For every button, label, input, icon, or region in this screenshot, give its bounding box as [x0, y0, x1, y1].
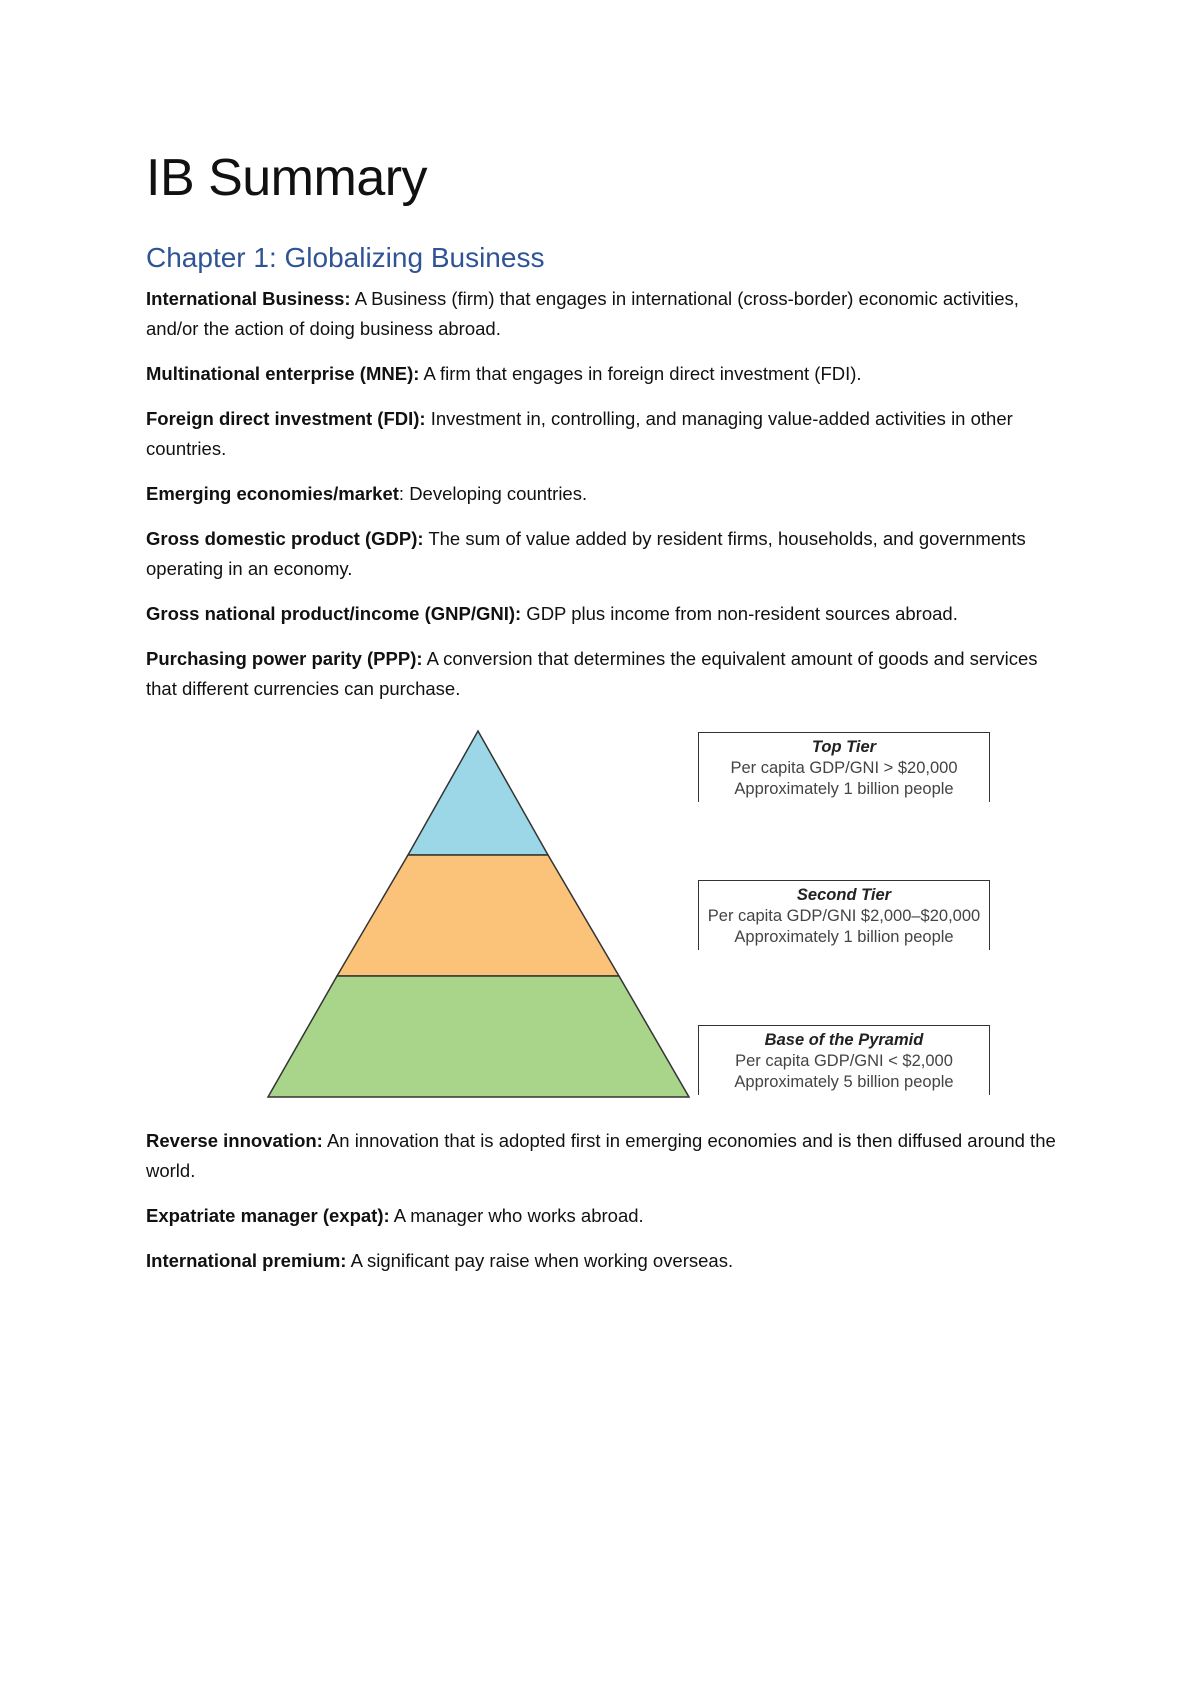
definition-term: Expatriate manager (expat):: [146, 1205, 390, 1226]
tier-income: Per capita GDP/GNI < $2,000: [735, 1052, 953, 1070]
definition-term: International Business:: [146, 288, 351, 309]
definition-term: Gross domestic product (GDP):: [146, 528, 424, 549]
pyramid-base-tier: [268, 976, 689, 1097]
definition-text: The sum of value added by resident firms, households, and governments operating in an economy.: [146, 528, 1026, 579]
definition-term: Gross national product/income (GNP/GNI):: [146, 603, 522, 624]
pyramid-top-tier: [408, 731, 548, 855]
definition-item: [146, 479, 1066, 509]
definition-text: : Developing countries.: [398, 483, 588, 504]
definition-text: An innovation that is adopted first in emerging economies and is then diffused around the world.: [146, 1130, 1056, 1181]
tier-name: Base of the Pyramid: [764, 1031, 924, 1049]
definition-term: Reverse innovation:: [146, 1130, 323, 1151]
definition-item: [146, 1201, 1066, 1231]
definition-text: A significant pay raise when working overseas.: [346, 1250, 734, 1271]
definition-item: [146, 1246, 1066, 1276]
tier-population: Approximately 5 billion people: [734, 1073, 954, 1091]
definition-text: A conversion that determines the equivalent amount of goods and services that different currencies can purchase.: [146, 648, 1038, 699]
tier-name: Top Tier: [811, 738, 877, 756]
definition-term: Foreign direct investment (FDI):: [146, 408, 426, 429]
tier-population: Approximately 1 billion people: [734, 928, 954, 946]
tier-label-base: [698, 1025, 990, 1095]
document-title: IB Summary: [146, 149, 428, 207]
definition-item: [146, 284, 1066, 344]
tier-label-second: [698, 880, 990, 950]
definition-item: [146, 599, 1066, 629]
tier-income: Per capita GDP/GNI $2,000–$20,000: [707, 907, 981, 925]
definition-term: Multinational enterprise (MNE):: [146, 363, 420, 384]
tier-name: Second Tier: [796, 886, 892, 904]
definition-text: A manager who works abroad.: [389, 1205, 644, 1226]
chapter-heading: Chapter 1: Globalizing Business: [146, 242, 545, 273]
definition-term: Purchasing power parity (PPP):: [146, 648, 423, 669]
definition-item: [146, 524, 1066, 584]
definitions-list-top: [146, 284, 1066, 719]
definition-item: [146, 404, 1066, 464]
tier-income: Per capita GDP/GNI > $20,000: [730, 759, 958, 777]
definition-item: [146, 359, 1066, 389]
definition-term: International premium:: [146, 1250, 347, 1271]
definition-text: Investment in, controlling, and managing value-added activities in other countries.: [146, 408, 1013, 459]
definitions-list-bottom: [146, 1126, 1066, 1291]
tier-population: Approximately 1 billion people: [734, 780, 954, 798]
definition-term: Emerging economies/market: [146, 483, 399, 504]
definition-text: A firm that engages in foreign direct investment (FDI).: [419, 363, 862, 384]
definition-item: [146, 1126, 1066, 1186]
tier-label-top: [698, 732, 990, 802]
definition-text: GDP plus income from non-resident sources abroad.: [521, 603, 958, 624]
definition-text: A Business (firm) that engages in international (cross-border) economic activities, and/or the action of doing business abroad.: [146, 288, 1019, 339]
pyramid-second-tier: [337, 855, 619, 976]
definition-item: [146, 644, 1066, 704]
